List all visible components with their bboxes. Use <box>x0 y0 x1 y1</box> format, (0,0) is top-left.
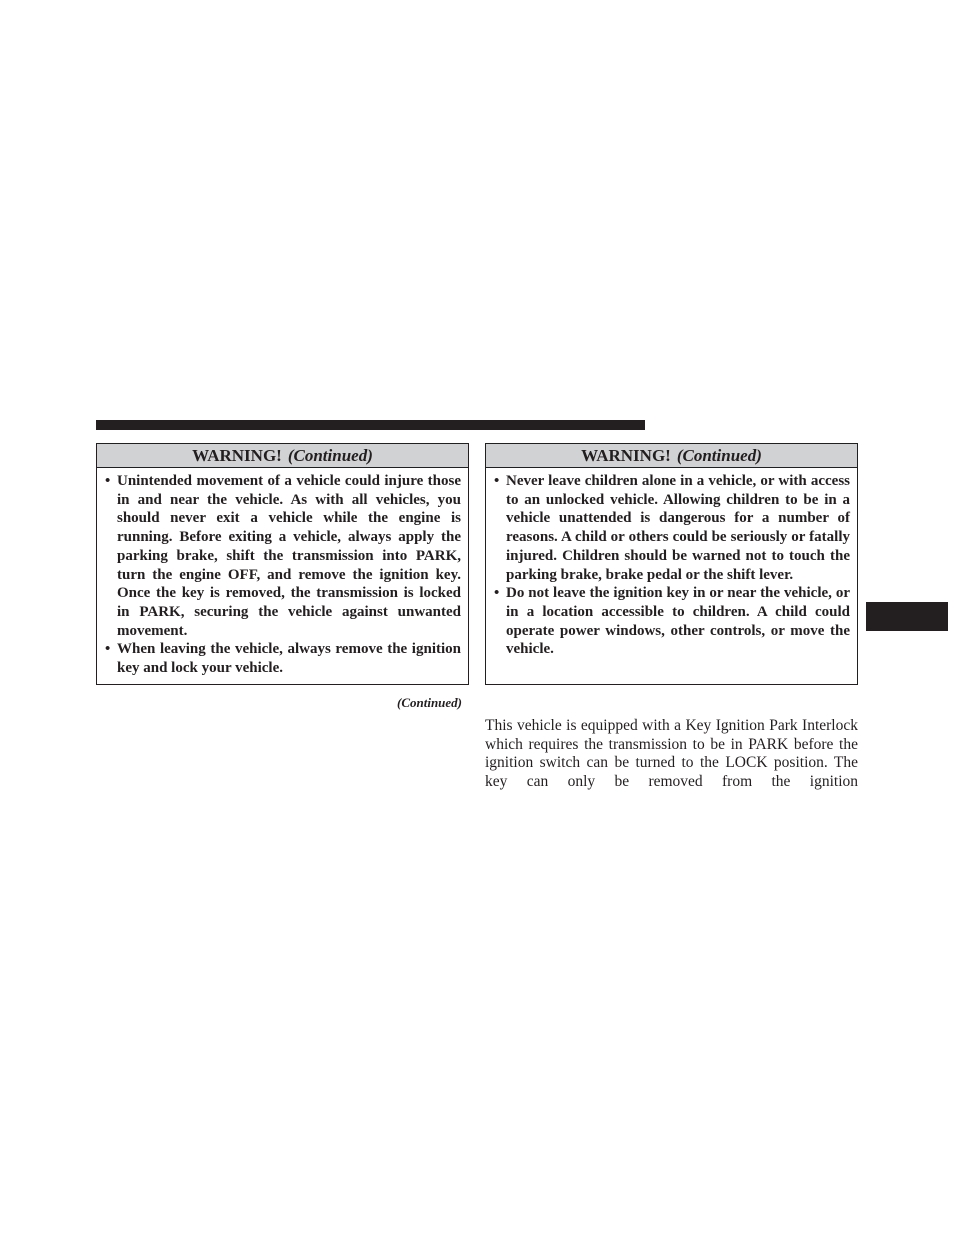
chapter-tab-marker <box>866 602 948 631</box>
warning-continued-label: (Continued) <box>287 446 373 465</box>
warning-title: WARNING! <box>192 446 282 465</box>
warning-item: • Never leave children alone in a vehicle, or with access to an unlocked vehicle. Allowing children to be in a vehicle unattended is dangerous for a number of reasons. A child or others could be seriously or fatally injured. Children should be warned not to touch the parking brake, brake pedal or the shift lever. <box>494 472 850 584</box>
warning-item: • Unintended movement of a vehicle could injure those in and near the vehicle. As with all vehicles, you should never exit a vehicle while the engine is running. Before exiting a vehicle, always apply the parking brake, shift the transmission into PARK, turn the engine OFF, and remove the ignition key. Once the key is removed, the transmission is locked in PARK, securing the vehicle against unwanted movement. <box>105 472 461 640</box>
warning-list-right <box>486 468 857 659</box>
warning-header-right <box>486 444 857 468</box>
warning-continued-label: (Continued) <box>676 446 762 465</box>
warning-box-right <box>485 443 858 685</box>
warning-item: • When leaving the vehicle, always remove the ignition key and lock your vehicle. <box>105 640 461 677</box>
section-top-rule <box>96 420 645 430</box>
continued-note: (Continued) <box>396 695 462 710</box>
warning-header-left <box>97 444 468 468</box>
warning-box-left <box>96 443 469 685</box>
warning-list-left <box>97 468 468 678</box>
body-paragraph: This vehicle is equipped with a Key Ignition Park Interlock which requires the transmission to be in PARK before the ignition switch can be turned to the LOCK position. The key can only be removed from the ignition <box>485 717 858 791</box>
warning-item: • Do not leave the ignition key in or near the vehicle, or in a location accessible to children. A child could operate power windows, other controls, or move the vehicle. <box>494 584 850 659</box>
warning-title: WARNING! <box>581 446 671 465</box>
